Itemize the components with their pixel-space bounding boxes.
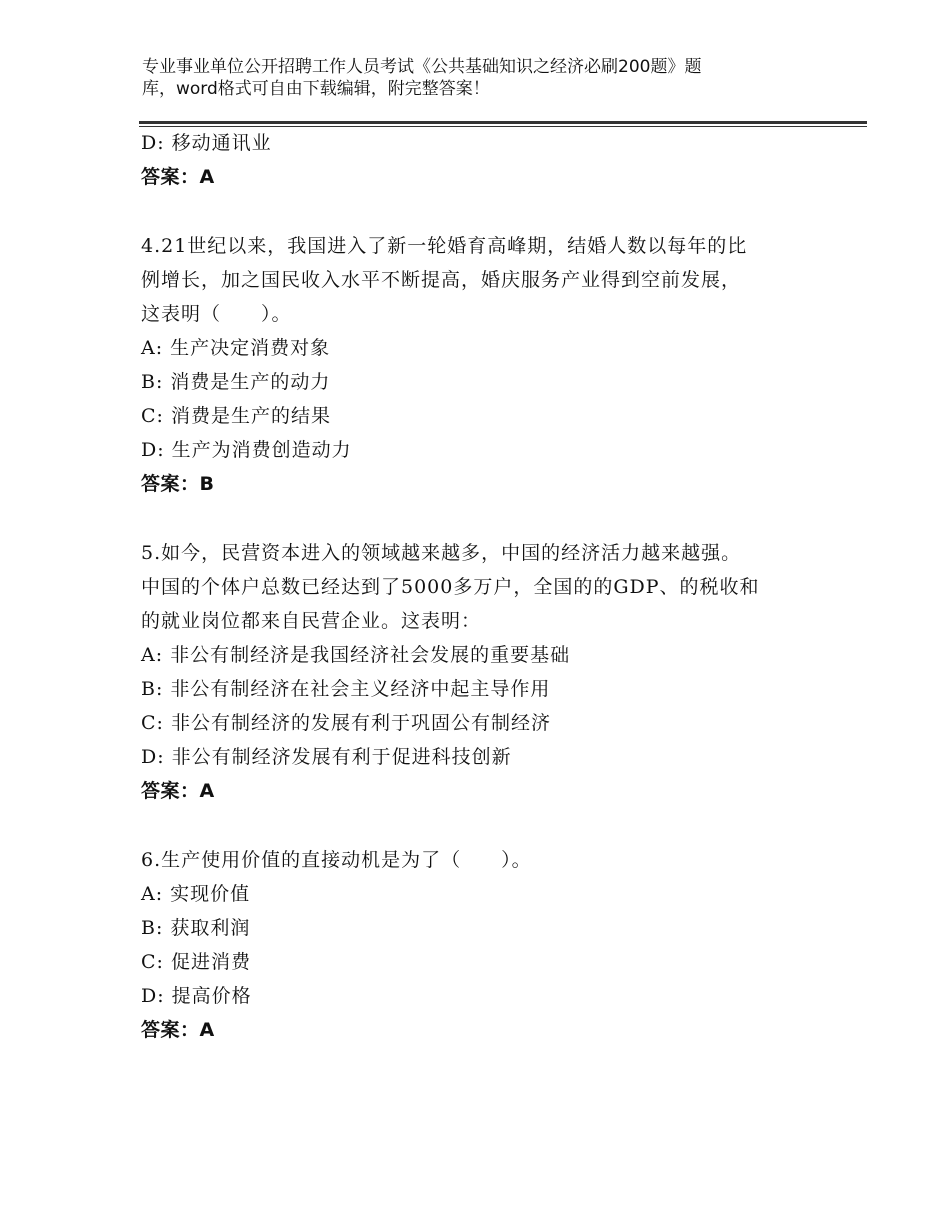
question-3-tail bbox=[141, 126, 821, 194]
answer-label: 答案：A bbox=[141, 166, 215, 188]
option-d: D: 生产为消费创造动力 bbox=[141, 439, 352, 461]
option-a: A: 非公有制经济是我国经济社会发展的重要基础 bbox=[141, 644, 571, 666]
header-title-line-1: 专业事业单位公开招聘工作人员考试《公共基础知识之经济必刷200题》题 bbox=[142, 57, 702, 77]
question-gap bbox=[141, 194, 821, 229]
page-header bbox=[142, 56, 782, 100]
question-stem-line: 的就业岗位都来自民营企业。这表明： bbox=[141, 610, 482, 632]
question-stem-line: 这表明（ ）。 bbox=[141, 303, 292, 325]
question-6 bbox=[141, 843, 821, 1047]
question-stem-line: 5.如今，民营资本进入的领域越来越多，中国的经济活力越来越强。 bbox=[141, 542, 742, 564]
answer-label: 答案：B bbox=[141, 473, 215, 495]
question-stem-line: 6.生产使用价值的直接动机是为了（ ）。 bbox=[141, 849, 532, 871]
option-d: D: 非公有制经济发展有利于促进科技创新 bbox=[141, 746, 512, 768]
option-c: C: 消费是生产的结果 bbox=[141, 405, 331, 427]
answer-label: 答案：A bbox=[141, 1019, 215, 1041]
header-divider-thick bbox=[139, 121, 867, 124]
header-title-line-2: 库，word格式可自由下载编辑，附完整答案！ bbox=[142, 79, 490, 99]
option-d: D: 移动通讯业 bbox=[141, 132, 272, 154]
answer-label: 答案：A bbox=[141, 780, 215, 802]
option-a: A: 生产决定消费对象 bbox=[141, 337, 331, 359]
question-stem-line: 例增长，加之国民收入水平不断提高，婚庆服务产业得到空前发展， bbox=[141, 269, 742, 291]
question-stem-line: 中国的个体户总数已经达到了5000多万户，全国的的GDP、的税收和 bbox=[141, 576, 760, 598]
option-a: A: 实现价值 bbox=[141, 883, 251, 905]
option-c: C: 促进消费 bbox=[141, 951, 251, 973]
question-stem-line: 4.21世纪以来，我国进入了新一轮婚育高峰期，结婚人数以每年的比 bbox=[141, 235, 748, 257]
question-gap bbox=[141, 501, 821, 536]
question-gap bbox=[141, 808, 821, 843]
question-5 bbox=[141, 536, 821, 808]
option-c: C: 非公有制经济的发展有利于巩固公有制经济 bbox=[141, 712, 551, 734]
question-list bbox=[141, 126, 821, 1047]
option-b: B: 消费是生产的动力 bbox=[141, 371, 331, 393]
question-4 bbox=[141, 229, 821, 501]
option-d: D: 提高价格 bbox=[141, 985, 252, 1007]
option-b: B: 获取利润 bbox=[141, 917, 251, 939]
option-b: B: 非公有制经济在社会主义经济中起主导作用 bbox=[141, 678, 551, 700]
